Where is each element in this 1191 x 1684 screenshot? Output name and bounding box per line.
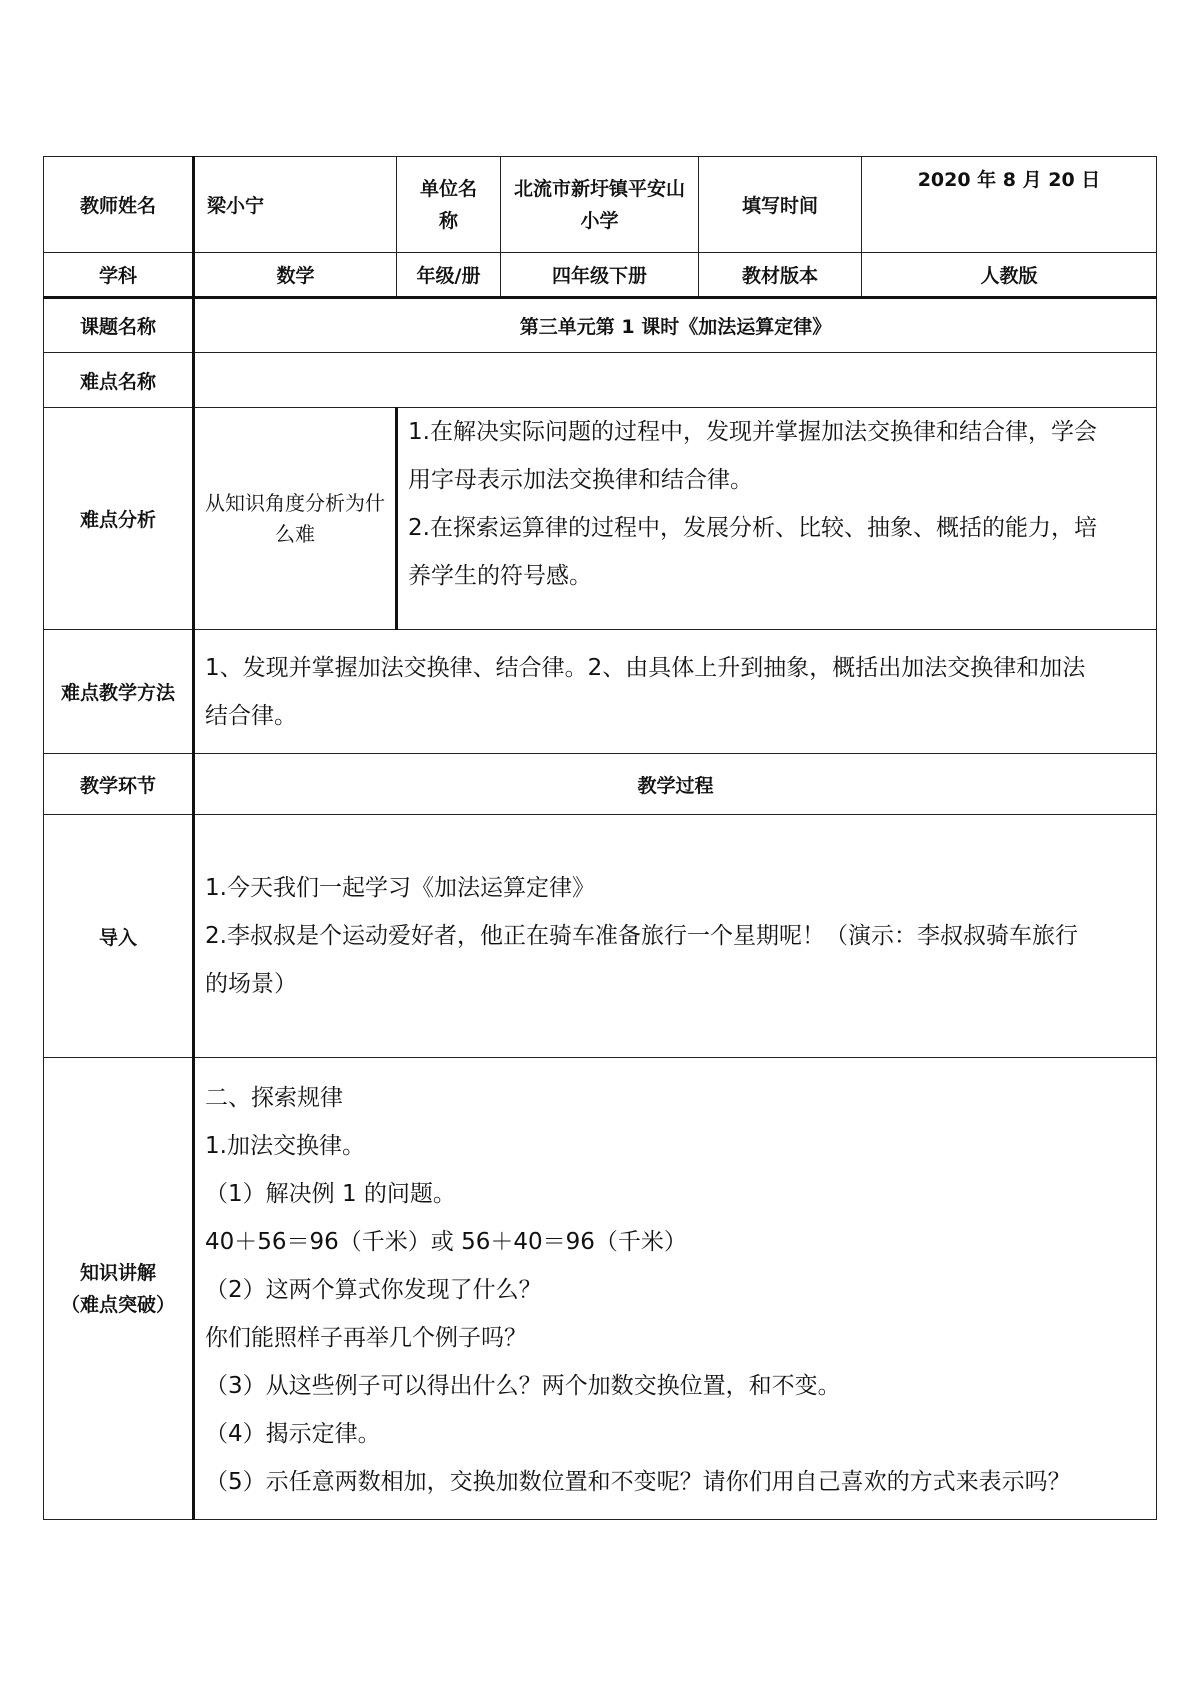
lesson-plan-sheet [43,156,1156,1520]
subject-info-row [44,253,1157,298]
fill-time-label: 填写时间 [699,157,862,253]
lesson-plan-table [43,156,1157,1520]
grade-label: 年级/册 [397,253,501,298]
analysis-line: 用字母表示加法交换律和结合律。 [408,467,753,493]
intro-line: 的场景） [205,971,297,997]
unit-name: 北流市新圩镇平安山小学 [501,157,699,253]
knowledge-label [44,1058,194,1520]
header-row [44,157,1157,253]
intro-content [194,815,1157,1058]
teacher-name: 梁小宁 [194,157,397,253]
analysis-line: 养学生的符号感。 [408,563,592,589]
knowledge-line: 二、探索规律 [205,1085,343,1111]
method-line: 1、发现并掌握加法交换律、结合律。2、由具体上升到抽象，概括出加法交换律和加法 [205,654,1086,681]
analysis-row [44,408,1157,630]
intro-line: 2.李叔叔是个运动爱好者，他正在骑车准备旅行一个星期呢！（演示：李叔叔骑车旅行 [205,923,1078,949]
process-label: 教学过程 [194,754,1157,815]
knowledge-line: 40＋56＝96（千米）或 56＋40＝96（千米） [205,1229,687,1255]
edition-label: 教材版本 [699,253,862,298]
method-line: 结合律。 [205,702,297,729]
analysis-line: 1.在解决实际问题的过程中，发现并掌握加法交换律和结合律，学会 [408,419,1097,445]
subject-label: 学科 [44,253,194,298]
method-label: 难点教学方法 [44,630,194,754]
knowledge-line: （1）解决例 1 的问题。 [205,1181,456,1207]
knowledge-label-line1: 知识讲解 [79,1261,156,1284]
analysis-label: 难点分析 [44,408,194,630]
difficulty-name-value [194,353,1157,408]
knowledge-line: （3）从这些例子可以得出什么？两个加数交换位置，和不变。 [205,1373,841,1399]
analysis-sub-label: 从知识角度分析为什么难 [194,408,397,630]
stage-label: 教学环节 [44,754,194,815]
analysis-content [397,408,1157,630]
knowledge-line: 你们能照样子再举几个例子吗？ [205,1325,527,1351]
intro-label: 导入 [44,815,194,1058]
knowledge-content [194,1058,1157,1520]
topic-label: 课题名称 [44,298,194,353]
unit-label: 单位名称 [397,157,501,253]
grade-value: 四年级下册 [501,253,699,298]
teacher-name-label: 教师姓名 [44,157,194,253]
intro-line: 1.今天我们一起学习《加法运算定律》 [205,875,595,901]
subject-value: 数学 [194,253,397,298]
difficulty-name-row [44,353,1157,408]
method-content [194,630,1157,754]
difficulty-name-label: 难点名称 [44,353,194,408]
method-row [44,630,1157,754]
knowledge-label-line2: （难点突破） [60,1293,175,1316]
knowledge-line: （5）示任意两数相加，交换加数位置和不变呢？请你们用自己喜欢的方式来表示吗？ [205,1469,1071,1495]
analysis-line: 2.在探索运算律的过程中，发展分析、比较、抽象、概括的能力，培 [408,515,1097,541]
edition-value: 人教版 [862,253,1157,298]
knowledge-line: 1.加法交换律。 [205,1133,365,1159]
topic-value: 第三单元第 1 课时《加法运算定律》 [194,298,1157,353]
process-header-row [44,754,1157,815]
intro-row [44,815,1157,1058]
fill-time-value: 2020 年 8 月 20 日 [862,157,1157,253]
knowledge-line: （4）揭示定律。 [205,1421,381,1447]
knowledge-line: （2）这两个算式你发现了什么？ [205,1277,542,1303]
knowledge-row [44,1058,1157,1520]
topic-row [44,298,1157,353]
